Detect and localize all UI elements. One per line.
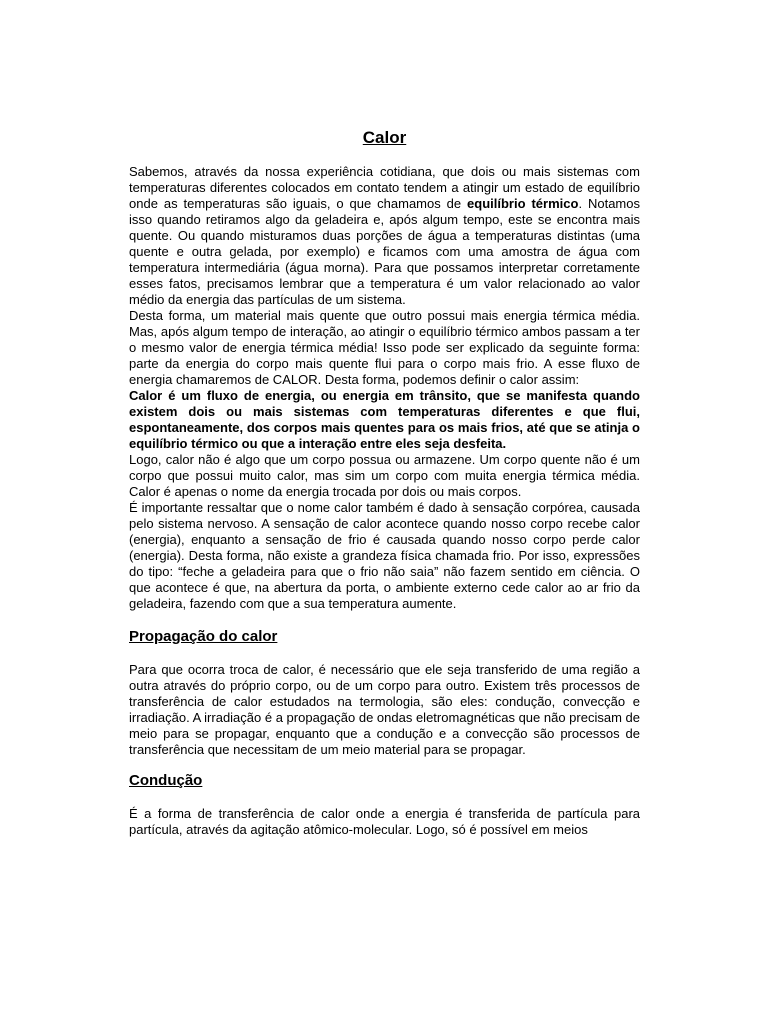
intro-paragraph-1-end: . Notamos isso quando retiramos algo da geladeira e, após algum tempo, este se encontra mais quente. Ou quando misturamos duas porções de água a temperaturas distintas (uma quente e outra gelada, por exemplo) e ficamos com uma amostra de água com temperatura intermediária (água morna). Para que possamos interpretar corretamente esses fatos, precisamos lembrar que a temperatura é um valor relacionado ao valor médio da energia das partículas de um sistema. (129, 196, 640, 307)
intro-paragraph-2: Desta forma, um material mais quente que outro possui mais energia térmica média. Mas, após algum tempo de interação, ao atingir o equilíbrio térmico ambos passam a ter o mesmo valor de energia térmica média! Isso pode ser explicado da seguinte forma: parte da energia do corpo mais quente flui para o corpo mais frio. A esse fluxo de energia chamaremos de CALOR. Desta forma, podemos definir o calor assim: (129, 308, 640, 387)
document-page (129, 128, 640, 838)
intro-paragraph-1 (129, 164, 640, 308)
intro-paragraph-1-start: Sabemos, através da nossa experiência cotidiana, que dois ou mais sistemas com temperaturas diferentes colocados em contato tendem a atingir um estado de equilíbrio onde as temperaturas são iguais, o que chamamos de (129, 164, 640, 211)
intro-paragraph-3: Logo, calor não é algo que um corpo possua ou armazene. Um corpo quente não é um corpo que possui muito calor, mas sim um corpo com muita energia térmica média. Calor é apenas o nome da energia trocada por dois ou mais corpos. (129, 452, 640, 499)
equilibrio-termico-term: equilíbrio térmico (467, 196, 579, 211)
intro-paragraph-4: É importante ressaltar que o nome calor também é dado à sensação corpórea, causada pelo sistema nervoso. A sensação de calor acontece quando nosso corpo recebe calor (energia), enquanto a sensação de frio é causada quando nosso corpo perde calor (energia). Desta forma, não existe a grandeza física chamada frio. Por isso, expressões do tipo: “feche a geladeira para que o frio não saia” não fazem sentido em ciência. O que acontece é que, na abertura da porta, o ambiente externo cede calor ao ar frio da geladeira, fazendo com que a sua temperatura aumente. (129, 500, 640, 611)
document-title: Calor (362, 128, 407, 147)
section-heading-propagacao: Propagação do calor (129, 628, 278, 645)
section-heading-conducao: Condução (129, 772, 203, 789)
section-body-conducao: É a forma de transferência de calor onde a energia é transferida de partícula para partícula, através da agitação atômico-molecular. Logo, só é possível em meios (129, 806, 640, 837)
section-body-propagacao: Para que ocorra troca de calor, é necessário que ele seja transferido de uma região a outra através do próprio corpo, ou de um corpo para outro. Existem três processos de transferência de calor estudados na termologia, são eles: condução, convecção e irradiação. A irradiação é a propagação de ondas eletromagnéticas que não precisam de meio para se propagar, enquanto que a condução e a convecção são processos de transferência que necessitam de um meio material para se propagar. (129, 662, 640, 757)
heat-definition: Calor é um fluxo de energia, ou energia em trânsito, que se manifesta quando existem dois ou mais sistemas com temperaturas diferentes e que flui, espontaneamente, dos corpos mais quentes para os mais frios, até que se atinja o equilíbrio térmico ou que a interação entre eles seja desfeita. (129, 388, 640, 451)
